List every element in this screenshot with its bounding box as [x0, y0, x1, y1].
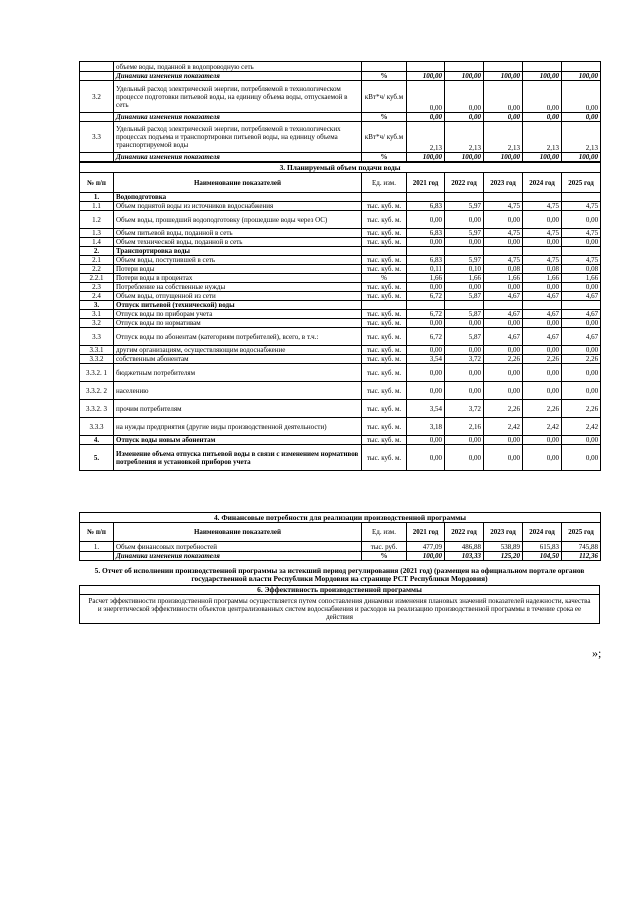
- value-cell: 4,75: [484, 256, 523, 265]
- value-cell: 0,00: [484, 238, 523, 247]
- value-cell: 1,66: [407, 274, 445, 283]
- row-number: 3.: [80, 301, 114, 310]
- table-row: [80, 436, 601, 445]
- unit-cell: тыс. куб. м.: [362, 229, 407, 238]
- value-cell: 5,97: [445, 229, 484, 238]
- value-cell: 0,00: [484, 113, 523, 122]
- header-year: 2025 год: [562, 523, 601, 542]
- value-cell: 0,10: [445, 265, 484, 274]
- value-cell: 0,00: [523, 364, 562, 382]
- header-year: 2021 год: [407, 523, 445, 542]
- value-cell: 0,00: [407, 238, 445, 247]
- value-cell: 4,67: [484, 292, 523, 301]
- dynamics-row: [80, 72, 601, 81]
- row-name: Отпуск воды по нормативам: [114, 319, 362, 328]
- value-cell: 0,00: [562, 346, 601, 355]
- value-cell: 6,83: [407, 229, 445, 238]
- row-name: Отпуск питьевой (технической) воды: [114, 301, 362, 310]
- value-cell: 2,13: [407, 122, 445, 153]
- row-name: Удельный расход электрической энергии, потребляемой в технологических процессах подъема и транспортировки питьевой воды, на единицу объема транспортируемой воды: [114, 122, 362, 153]
- row-number: 3.2: [80, 319, 114, 328]
- value-cell: 6,83: [407, 202, 445, 211]
- value-cell: [523, 301, 562, 310]
- value-cell: 2,26: [523, 400, 562, 418]
- report-section: [79, 565, 600, 584]
- value-cell: 0,00: [484, 364, 523, 382]
- value-cell: 0,00: [523, 319, 562, 328]
- row-number: 1.1: [80, 202, 114, 211]
- value-cell: 1,66: [523, 274, 562, 283]
- value-cell: 100,00: [445, 72, 484, 81]
- row-number: 3.2: [80, 81, 114, 113]
- value-cell: 100,00: [484, 72, 523, 81]
- value-cell: 0,00: [407, 211, 445, 229]
- table-row: [80, 445, 601, 471]
- value-cell: 4,75: [523, 202, 562, 211]
- row-name: Объем поднятой воды из источников водоснабжения: [114, 202, 362, 211]
- value-cell: 5,87: [445, 292, 484, 301]
- value-cell: 0,00: [484, 319, 523, 328]
- value-cell: 0,08: [562, 265, 601, 274]
- header-row: [80, 523, 601, 542]
- unit-cell: тыс. куб. м.: [362, 418, 407, 436]
- value-cell: 2,42: [523, 418, 562, 436]
- value-cell: 100,00: [484, 153, 523, 162]
- row-name: бюджетным потребителям: [114, 364, 362, 382]
- value-cell: 0,08: [484, 265, 523, 274]
- table-row: [80, 62, 601, 72]
- value-cell: 0,00: [523, 346, 562, 355]
- value-cell: 0,00: [562, 445, 601, 471]
- unit-cell: тыс. куб. м.: [362, 256, 407, 265]
- dynamics-row: [80, 153, 601, 162]
- value-cell: [562, 301, 601, 310]
- value-cell: 0,00: [523, 238, 562, 247]
- value-cell: 4,67: [484, 328, 523, 346]
- value-cell: 4,75: [484, 202, 523, 211]
- value-cell: 2,26: [562, 355, 601, 364]
- row-name: населению: [114, 382, 362, 400]
- unit-cell: %: [362, 113, 407, 122]
- header-num: № п/п: [80, 523, 114, 542]
- value-cell: 6,72: [407, 310, 445, 319]
- group-row: [80, 301, 601, 310]
- table-row: [80, 265, 601, 274]
- row-number: 3.1: [80, 310, 114, 319]
- value-cell: 0,00: [484, 436, 523, 445]
- value-cell: 4,67: [523, 328, 562, 346]
- unit-cell: тыс. куб. м.: [362, 400, 407, 418]
- value-cell: 0,00: [562, 283, 601, 292]
- value-cell: 0,00: [523, 445, 562, 471]
- group-row: [80, 247, 601, 256]
- value-cell: 4,75: [562, 229, 601, 238]
- value-cell: 6,72: [407, 292, 445, 301]
- value-cell: 5,97: [445, 202, 484, 211]
- value-cell: [484, 301, 523, 310]
- value-cell: [445, 301, 484, 310]
- value-cell: 0,08: [523, 265, 562, 274]
- row-name: Потери воды: [114, 265, 362, 274]
- value-cell: 0,00: [484, 346, 523, 355]
- value-cell: 0,00: [484, 382, 523, 400]
- value-cell: 104,50: [523, 552, 562, 561]
- value-cell: 2,26: [484, 355, 523, 364]
- row-number: 2.: [80, 247, 114, 256]
- value-cell: 0,00: [562, 364, 601, 382]
- value-cell: 0,00: [562, 382, 601, 400]
- value-cell: 5,87: [445, 310, 484, 319]
- value-cell: 6,72: [407, 328, 445, 346]
- unit-cell: тыс. куб. м.: [362, 202, 407, 211]
- value-cell: 2,42: [562, 418, 601, 436]
- value-cell: [562, 193, 601, 202]
- value-cell: 100,00: [562, 72, 601, 81]
- row-number: 1.: [80, 542, 114, 552]
- value-cell: [562, 247, 601, 256]
- value-cell: 2,26: [523, 355, 562, 364]
- value-cell: 0,00: [407, 382, 445, 400]
- table-row: [80, 211, 601, 229]
- table-row: [80, 319, 601, 328]
- value-cell: 4,67: [523, 292, 562, 301]
- value-cell: 100,00: [407, 72, 445, 81]
- table-row: [80, 364, 601, 382]
- value-cell: 0,00: [562, 81, 601, 113]
- unit-cell: тыс. куб. м.: [362, 211, 407, 229]
- header-year: 2025 год: [562, 173, 601, 193]
- value-cell: 3,72: [445, 355, 484, 364]
- header-year: 2022 год: [445, 523, 484, 542]
- value-cell: 486,88: [445, 542, 484, 552]
- value-cell: 4,67: [523, 310, 562, 319]
- value-cell: 4,75: [523, 256, 562, 265]
- value-cell: 0,00: [407, 113, 445, 122]
- value-cell: 0,00: [445, 113, 484, 122]
- value-cell: 0,00: [562, 113, 601, 122]
- row-name: Изменение объема отпуска питьевой воды в связи с изменением нормативов потребления и установкой приборов учета: [114, 445, 362, 471]
- row-name: Отпуск воды новым абонентам: [114, 436, 362, 445]
- unit-cell: тыс. куб. м.: [362, 292, 407, 301]
- value-cell: 103,33: [445, 552, 484, 561]
- table-row: [80, 328, 601, 346]
- table-row: [80, 542, 601, 552]
- closing-quote-mark: »;: [592, 646, 602, 660]
- value-cell: 4,75: [562, 202, 601, 211]
- row-number: 3.3: [80, 328, 114, 346]
- table-row: [80, 274, 601, 283]
- value-cell: 0,00: [445, 364, 484, 382]
- value-cell: 100,00: [407, 552, 445, 561]
- value-cell: 4,67: [562, 310, 601, 319]
- unit-cell: тыс. куб. м.: [362, 355, 407, 364]
- dynamics-label: Динамика изменения показателя: [114, 72, 362, 81]
- value-cell: 0,00: [445, 319, 484, 328]
- row-name: другим организациям, осуществляющим водоснабжение: [114, 346, 362, 355]
- header-year: 2024 год: [523, 523, 562, 542]
- value-cell: 100,00: [445, 153, 484, 162]
- value-cell: 0,00: [562, 436, 601, 445]
- unit-cell: тыс. куб. м.: [362, 436, 407, 445]
- value-cell: 2,42: [484, 418, 523, 436]
- value-cell: 4,67: [484, 310, 523, 319]
- unit-cell: тыс. куб. м.: [362, 310, 407, 319]
- header-year: 2021 год: [407, 173, 445, 193]
- dynamics-row: [80, 552, 601, 561]
- table-row: [80, 202, 601, 211]
- header-year: 2023 год: [484, 173, 523, 193]
- row-name: Объем финансовых потребностей: [114, 542, 362, 552]
- value-cell: 0,00: [407, 445, 445, 471]
- row-number: 1.3: [80, 229, 114, 238]
- value-cell: 2,13: [523, 122, 562, 153]
- table-row: [80, 122, 601, 153]
- row-name: Транспортировка воды: [114, 247, 362, 256]
- table-row: [80, 256, 601, 265]
- row-number: 4.: [80, 436, 114, 445]
- value-cell: [407, 247, 445, 256]
- table-row: [80, 292, 601, 301]
- value-cell: 0,00: [445, 238, 484, 247]
- row-number: 1.2: [80, 211, 114, 229]
- header-name: Наименование показателей: [114, 523, 362, 542]
- value-cell: 2,26: [562, 400, 601, 418]
- water-supply-volume-table: [79, 162, 601, 471]
- value-cell: 1,66: [562, 274, 601, 283]
- value-cell: 0,00: [523, 113, 562, 122]
- value-cell: 0,00: [562, 238, 601, 247]
- section-title: 3. Планируемый объем подачи воды: [80, 163, 601, 173]
- dynamics-label: Динамика изменения показателя: [114, 153, 362, 162]
- row-number: 2.4: [80, 292, 114, 301]
- unit-cell: %: [362, 72, 407, 81]
- value-cell: [445, 193, 484, 202]
- value-cell: 0,00: [562, 319, 601, 328]
- value-cell: 0,00: [407, 81, 445, 113]
- value-cell: 2,13: [445, 122, 484, 153]
- row-name: Потребление на собственные нужды: [114, 283, 362, 292]
- value-cell: 4,67: [562, 328, 601, 346]
- row-name: объеме воды, поданной в водопроводную сеть: [114, 62, 362, 72]
- row-name: собственным абонентам: [114, 355, 362, 364]
- unit-cell: тыс. руб.: [362, 542, 407, 552]
- row-number: 3.3.2: [80, 355, 114, 364]
- value-cell: 0,00: [445, 346, 484, 355]
- value-cell: [484, 247, 523, 256]
- unit-cell: %: [362, 552, 407, 561]
- value-cell: 6,83: [407, 256, 445, 265]
- row-number: 1.: [80, 193, 114, 202]
- value-cell: 100,00: [562, 153, 601, 162]
- section-title: 5. Отчет об исполнении производственной программы за истекший период регулирования (2021 год) (размещен на официальном портале органов государственной власти Республики Мордовия на странице РСТ Республики Мордовия): [94, 565, 585, 583]
- value-cell: 0,11: [407, 265, 445, 274]
- value-cell: 112,36: [562, 552, 601, 561]
- value-cell: 0,00: [562, 211, 601, 229]
- value-cell: 4,67: [562, 292, 601, 301]
- row-name: Объем питьевой воды, поданной в сеть: [114, 229, 362, 238]
- value-cell: 0,00: [407, 436, 445, 445]
- header-year: 2022 год: [445, 173, 484, 193]
- value-cell: 100,00: [523, 72, 562, 81]
- value-cell: 2,16: [445, 418, 484, 436]
- value-cell: 0,00: [407, 319, 445, 328]
- table-row: [80, 400, 601, 418]
- header-year: 2024 год: [523, 173, 562, 193]
- row-number: 2.3: [80, 283, 114, 292]
- value-cell: [445, 247, 484, 256]
- value-cell: [523, 247, 562, 256]
- row-name: Объем воды, поступившей в сеть: [114, 256, 362, 265]
- header-name: Наименование показателей: [114, 173, 362, 193]
- table-row: [80, 310, 601, 319]
- header-num: № п/п: [80, 173, 114, 193]
- header-unit: Ед. изм.: [362, 173, 407, 193]
- value-cell: 745,88: [562, 542, 601, 552]
- unit-cell: тыс. куб. м.: [362, 346, 407, 355]
- unit-cell: [362, 247, 407, 256]
- section-title: 4. Финансовые потребности для реализации производственной программы: [80, 513, 601, 523]
- value-cell: 0,00: [445, 283, 484, 292]
- table-row: [80, 418, 601, 436]
- section-title-row: [80, 513, 601, 523]
- unit-cell: тыс. куб. м.: [362, 328, 407, 346]
- row-name: на нужды предприятия (другие виды производственной деятельности): [114, 418, 362, 436]
- value-cell: 538,89: [484, 542, 523, 552]
- unit-cell: тыс. куб. м.: [362, 265, 407, 274]
- value-cell: 1,66: [484, 274, 523, 283]
- value-cell: 5,87: [445, 328, 484, 346]
- value-cell: [407, 301, 445, 310]
- efficiency-section: [79, 585, 600, 624]
- row-number: 5.: [80, 445, 114, 471]
- value-cell: 2,13: [484, 122, 523, 153]
- value-cell: 2,13: [562, 122, 601, 153]
- value-cell: [484, 193, 523, 202]
- table-row: [80, 346, 601, 355]
- value-cell: 4,75: [484, 229, 523, 238]
- row-number: 3.3.2. 1: [80, 364, 114, 382]
- value-cell: 0,00: [523, 81, 562, 113]
- value-cell: 0,00: [484, 211, 523, 229]
- row-name: Отпуск воды по приборам учета: [114, 310, 362, 319]
- row-name: Удельный расход электрической энергии, потребляемой в технологическом процессе подготовки питьевой воды, на единицу объема воды, отпускаемой в сеть: [114, 81, 362, 113]
- unit-cell: тыс. куб. м.: [362, 445, 407, 471]
- unit-cell: [362, 301, 407, 310]
- unit-cell: кВт*ч/ куб.м: [362, 81, 407, 113]
- header-year: 2023 год: [484, 523, 523, 542]
- row-number: 2.2: [80, 265, 114, 274]
- value-cell: 3,54: [407, 400, 445, 418]
- value-cell: 0,00: [445, 445, 484, 471]
- value-cell: 0,00: [407, 346, 445, 355]
- unit-cell: %: [362, 153, 407, 162]
- value-cell: 0,00: [484, 81, 523, 113]
- value-cell: 0,00: [407, 283, 445, 292]
- row-name: Потери воды в процентах: [114, 274, 362, 283]
- value-cell: 3,18: [407, 418, 445, 436]
- value-cell: 0,00: [484, 445, 523, 471]
- value-cell: 5,97: [445, 256, 484, 265]
- unit-cell: [362, 193, 407, 202]
- row-name: Объем воды, отпущенной из сети: [114, 292, 362, 301]
- section-title-row: [80, 163, 601, 173]
- row-number: 3.3.1: [80, 346, 114, 355]
- row-number: 3.3.2. 3: [80, 400, 114, 418]
- value-cell: 615,83: [523, 542, 562, 552]
- row-name: Объем воды, прошедший водоподготовку (прошедшие воды через ОС): [114, 211, 362, 229]
- unit-cell: тыс. куб. м.: [362, 382, 407, 400]
- value-cell: 0,00: [523, 382, 562, 400]
- value-cell: 4,75: [523, 229, 562, 238]
- value-cell: 0,00: [523, 211, 562, 229]
- value-cell: 0,00: [523, 436, 562, 445]
- unit-cell: тыс. куб. м.: [362, 283, 407, 292]
- unit-cell: тыс. куб. м.: [362, 238, 407, 247]
- table-row: [80, 238, 601, 247]
- unit-cell: кВт*ч/ куб.м: [362, 122, 407, 153]
- financial-needs-table: [79, 512, 601, 561]
- value-cell: 0,00: [445, 211, 484, 229]
- value-cell: 1,66: [445, 274, 484, 283]
- table-row: [80, 81, 601, 113]
- value-cell: 2,26: [484, 400, 523, 418]
- section-title: 6. Эффективность производственной программы: [80, 586, 600, 595]
- row-number: 1.4: [80, 238, 114, 247]
- row-name: прочим потребителям: [114, 400, 362, 418]
- row-name: Водоподготовка: [114, 193, 362, 202]
- table-row: [80, 382, 601, 400]
- row-number: 3.3.3: [80, 418, 114, 436]
- value-cell: 0,00: [445, 81, 484, 113]
- value-cell: 477,09: [407, 542, 445, 552]
- efficiency-text: Расчет эффективности производственной программы осуществляется путем сопоставления динамики изменения плановых значений показателей надежности, качества и энергетической эффективности объектов централизованных систем водоснабжения и расходов на реализацию производственной программы в течение срока ее действия: [80, 595, 600, 624]
- row-name: Отпуск воды по абонентам (категориям потребителей), всего, в т.ч.:: [114, 328, 362, 346]
- value-cell: 0,00: [445, 436, 484, 445]
- row-number: 3.3.2. 2: [80, 382, 114, 400]
- value-cell: 4,75: [562, 256, 601, 265]
- row-number: 2.1: [80, 256, 114, 265]
- value-cell: 100,00: [407, 153, 445, 162]
- dynamics-label: Динамика изменения показателя: [114, 552, 362, 561]
- value-cell: [407, 193, 445, 202]
- row-number: 2.2.1: [80, 274, 114, 283]
- value-cell: 0,00: [523, 283, 562, 292]
- unit-cell: тыс. куб. м.: [362, 364, 407, 382]
- table-row: [80, 229, 601, 238]
- header-unit: Ед. изм.: [362, 523, 407, 542]
- dynamics-row: [80, 113, 601, 122]
- row-name: Объем технической воды, поданной в сеть: [114, 238, 362, 247]
- table-row: [80, 355, 601, 364]
- unit-cell: тыс. куб. м.: [362, 319, 407, 328]
- row-number: 3.3: [80, 122, 114, 153]
- value-cell: [523, 193, 562, 202]
- dynamics-label: Динамика изменения показателя: [114, 113, 362, 122]
- indicators-table-tail: [79, 61, 601, 162]
- table-row: [80, 283, 601, 292]
- value-cell: 0,00: [445, 382, 484, 400]
- value-cell: 0,00: [484, 283, 523, 292]
- group-row: [80, 193, 601, 202]
- value-cell: 0,00: [407, 364, 445, 382]
- value-cell: 3,54: [407, 355, 445, 364]
- header-row: [80, 173, 601, 193]
- value-cell: 3,72: [445, 400, 484, 418]
- value-cell: 100,00: [523, 153, 562, 162]
- value-cell: 125,20: [484, 552, 523, 561]
- unit-cell: %: [362, 274, 407, 283]
